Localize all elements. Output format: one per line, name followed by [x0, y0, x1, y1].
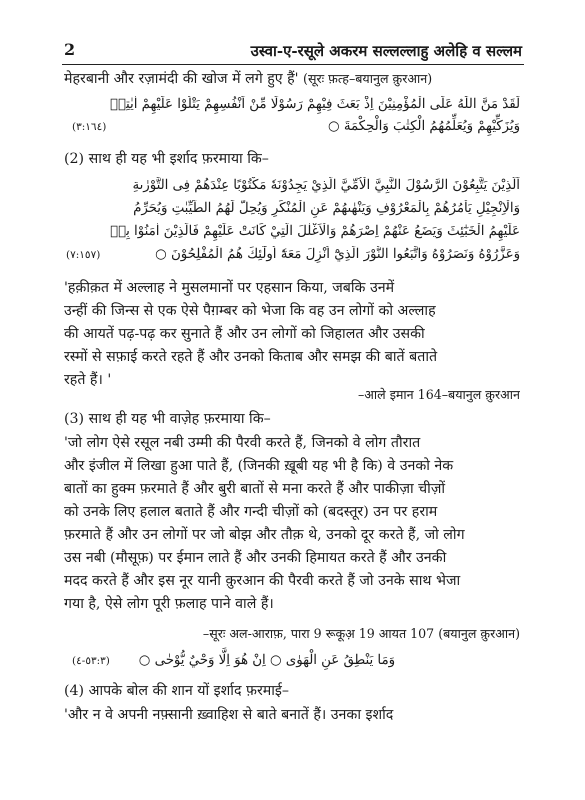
- arabic-verse-line: اَلَّذِيْنَ يَتَّبِعُوْنَ الرَّسُوْلَ النَّبِيَّ الْاُمِّيَّ الَّذِيْ يَجِدُوْنَهٗ مَكْتُوْبًا عِنْدَهُمْ فِى التَّوْرٰىةِ: [132, 178, 520, 193]
- section-heading: (2) साथ ही यह भी इर्शाद फ़रमाया कि–: [64, 151, 269, 167]
- text-line: रहते हैं। ': [64, 372, 112, 388]
- text-line-content: मेहरबानी और रज़ामंदी की खोज में लगे हुए हैं': [64, 71, 304, 87]
- text-line: उन्हीं की जिन्स से एक ऐसे पैग़म्बर को भेजा कि वह उन लोगों को अल्लाह: [64, 303, 436, 319]
- running-title: उस्वा-ए-रसूले अकरम सल्लल्लाहु अलेहि व सल्लम: [250, 42, 522, 60]
- arabic-verse-line: وَمَا يَنْطِقُ عَنِ الْهَوٰى ○ اِنْ هُوَ اِلَّا وَحْيٌ يُّوْحٰى ○: [138, 653, 395, 668]
- arabic-verse-line: لَقَدْ مَنَّ اللّٰهُ عَلَى الْمُؤْمِنِيْنَ اِذْ بَعَثَ فِيْهِمْ رَسُوْلًا مِّنْ اَنْفُسِهِمْ يَتْلُوْا عَلَيْهِمْ اٰيٰتِهٖ: [110, 97, 520, 112]
- arabic-verse-line: عَلَيْهِمُ الْخَبٰٓئِثَ وَيَضَعُ عَنْهُمْ اِصْرَهُمْ وَالْاَغْلٰلَ الَّتِيْ كَانَتْ عَلَيْهِمْ فَالَّذِيْنَ اٰمَنُوْا بِهٖ: [110, 224, 520, 239]
- section-heading: (4) आपके बोल की शान यों इर्शाद फ़रमाई–: [64, 683, 289, 699]
- page-header: [62, 40, 524, 65]
- verse-reference: (٧:١٥٧): [66, 249, 101, 261]
- text-line: बातों का हुक्म फ़रमाते हैं और बुरी बातों से मना करते हैं और पाकीज़ा चीज़ों: [64, 481, 446, 497]
- text-line: [64, 70, 520, 88]
- text-line: की आयतें पढ़-पढ़ कर सुनाते हैं और उन लोगों को जिहालत और उसकी: [64, 326, 425, 342]
- source-citation: –सूरः अल-आराफ़, पारा 9 रूकूअ़ 19 आयत 107 (बयानुल क़ुरआन): [202, 626, 520, 641]
- arabic-verse-line: وَالْاِنْجِيْلِ يَاْمُرُهُمْ بِالْمَعْرُوْفِ وَيَنْهٰىهُمْ عَنِ الْمُنْكَرِ وَيُحِلُّ لَهُمُ الطَّيِّبٰتِ وَيُحَرِّمُ: [133, 201, 520, 216]
- text-line: को उनके लिए हलाल बताते हैं और गन्दी चीज़ों को (बदस्तूर) उन पर हराम: [64, 504, 438, 520]
- text-line: गया है, ऐसे लोग पूरी फ़लाह पाने वाले हैं।: [64, 596, 274, 612]
- section-heading: (3) साथ ही यह भी वाज़ेह फ़रमाया कि–: [64, 411, 271, 427]
- text-line: रस्मों से सफ़ाई करते रहते हैं और उनको किताब और समझ की बातें बताते: [64, 349, 438, 365]
- page-number: 2: [64, 40, 76, 59]
- text-line: उस नबी (मौसूफ़) पर ईमान लाते हैं और उनकी हिमायत करते हैं और उनकी: [64, 550, 447, 566]
- text-line: 'जो लोग ऐसे रसूल नबी उम्मी की पैरवी करते हैं, जिनको वे लोग तौरात: [64, 435, 421, 451]
- source-citation: (सूरः फ़त्ह–बयानुल क़ुरआन): [303, 71, 433, 86]
- text-line: 'हक़ीक़त में अल्लाह ने मुसलमानों पर एहसान किया, जबकि उनमें: [64, 280, 395, 296]
- arabic-verse-line: وَعَزَّرُوْهُ وَنَصَرُوْهُ وَاتَّبَعُوا النُّوْرَ الَّذِيْٓ اُنْزِلَ مَعَهٗٓ اُولٰٓئِكَ هُمُ الْمُفْلِحُوْنَ ○: [155, 247, 520, 262]
- text-line: और इंजील में लिखा हुआ पाते हैं, (जिनकी ख़ूबी यह भी है कि) वे उनको नेक: [64, 458, 454, 474]
- text-line: फ़रमाते हैं और उन लोगों पर जो बोझ और तौक़ थे, उनको दूर करते हैं, जो लोग: [64, 527, 465, 543]
- text-line: 'और न वे अपनी नफ़्सानी ख़्वाहिश से बाते बनातें हैं। उनका इर्शाद: [64, 707, 394, 723]
- verse-reference: (٣:١٦٤): [72, 121, 107, 133]
- source-citation: –आले इमान 164–बयानुल क़ुरआन: [358, 387, 520, 402]
- text-line: मदद करते हैं और इस नूर यानी क़ुरआन की पैरवी करते हैं जो उनके साथ भेजा: [64, 573, 461, 589]
- arabic-verse-line: وَيُزَكِّيْهِمْ وَيُعَلِّمُهُمُ الْكِتٰبَ وَالْحِكْمَةَ ○: [328, 119, 520, 134]
- verse-reference: (٥٣:٣-٤): [72, 655, 110, 667]
